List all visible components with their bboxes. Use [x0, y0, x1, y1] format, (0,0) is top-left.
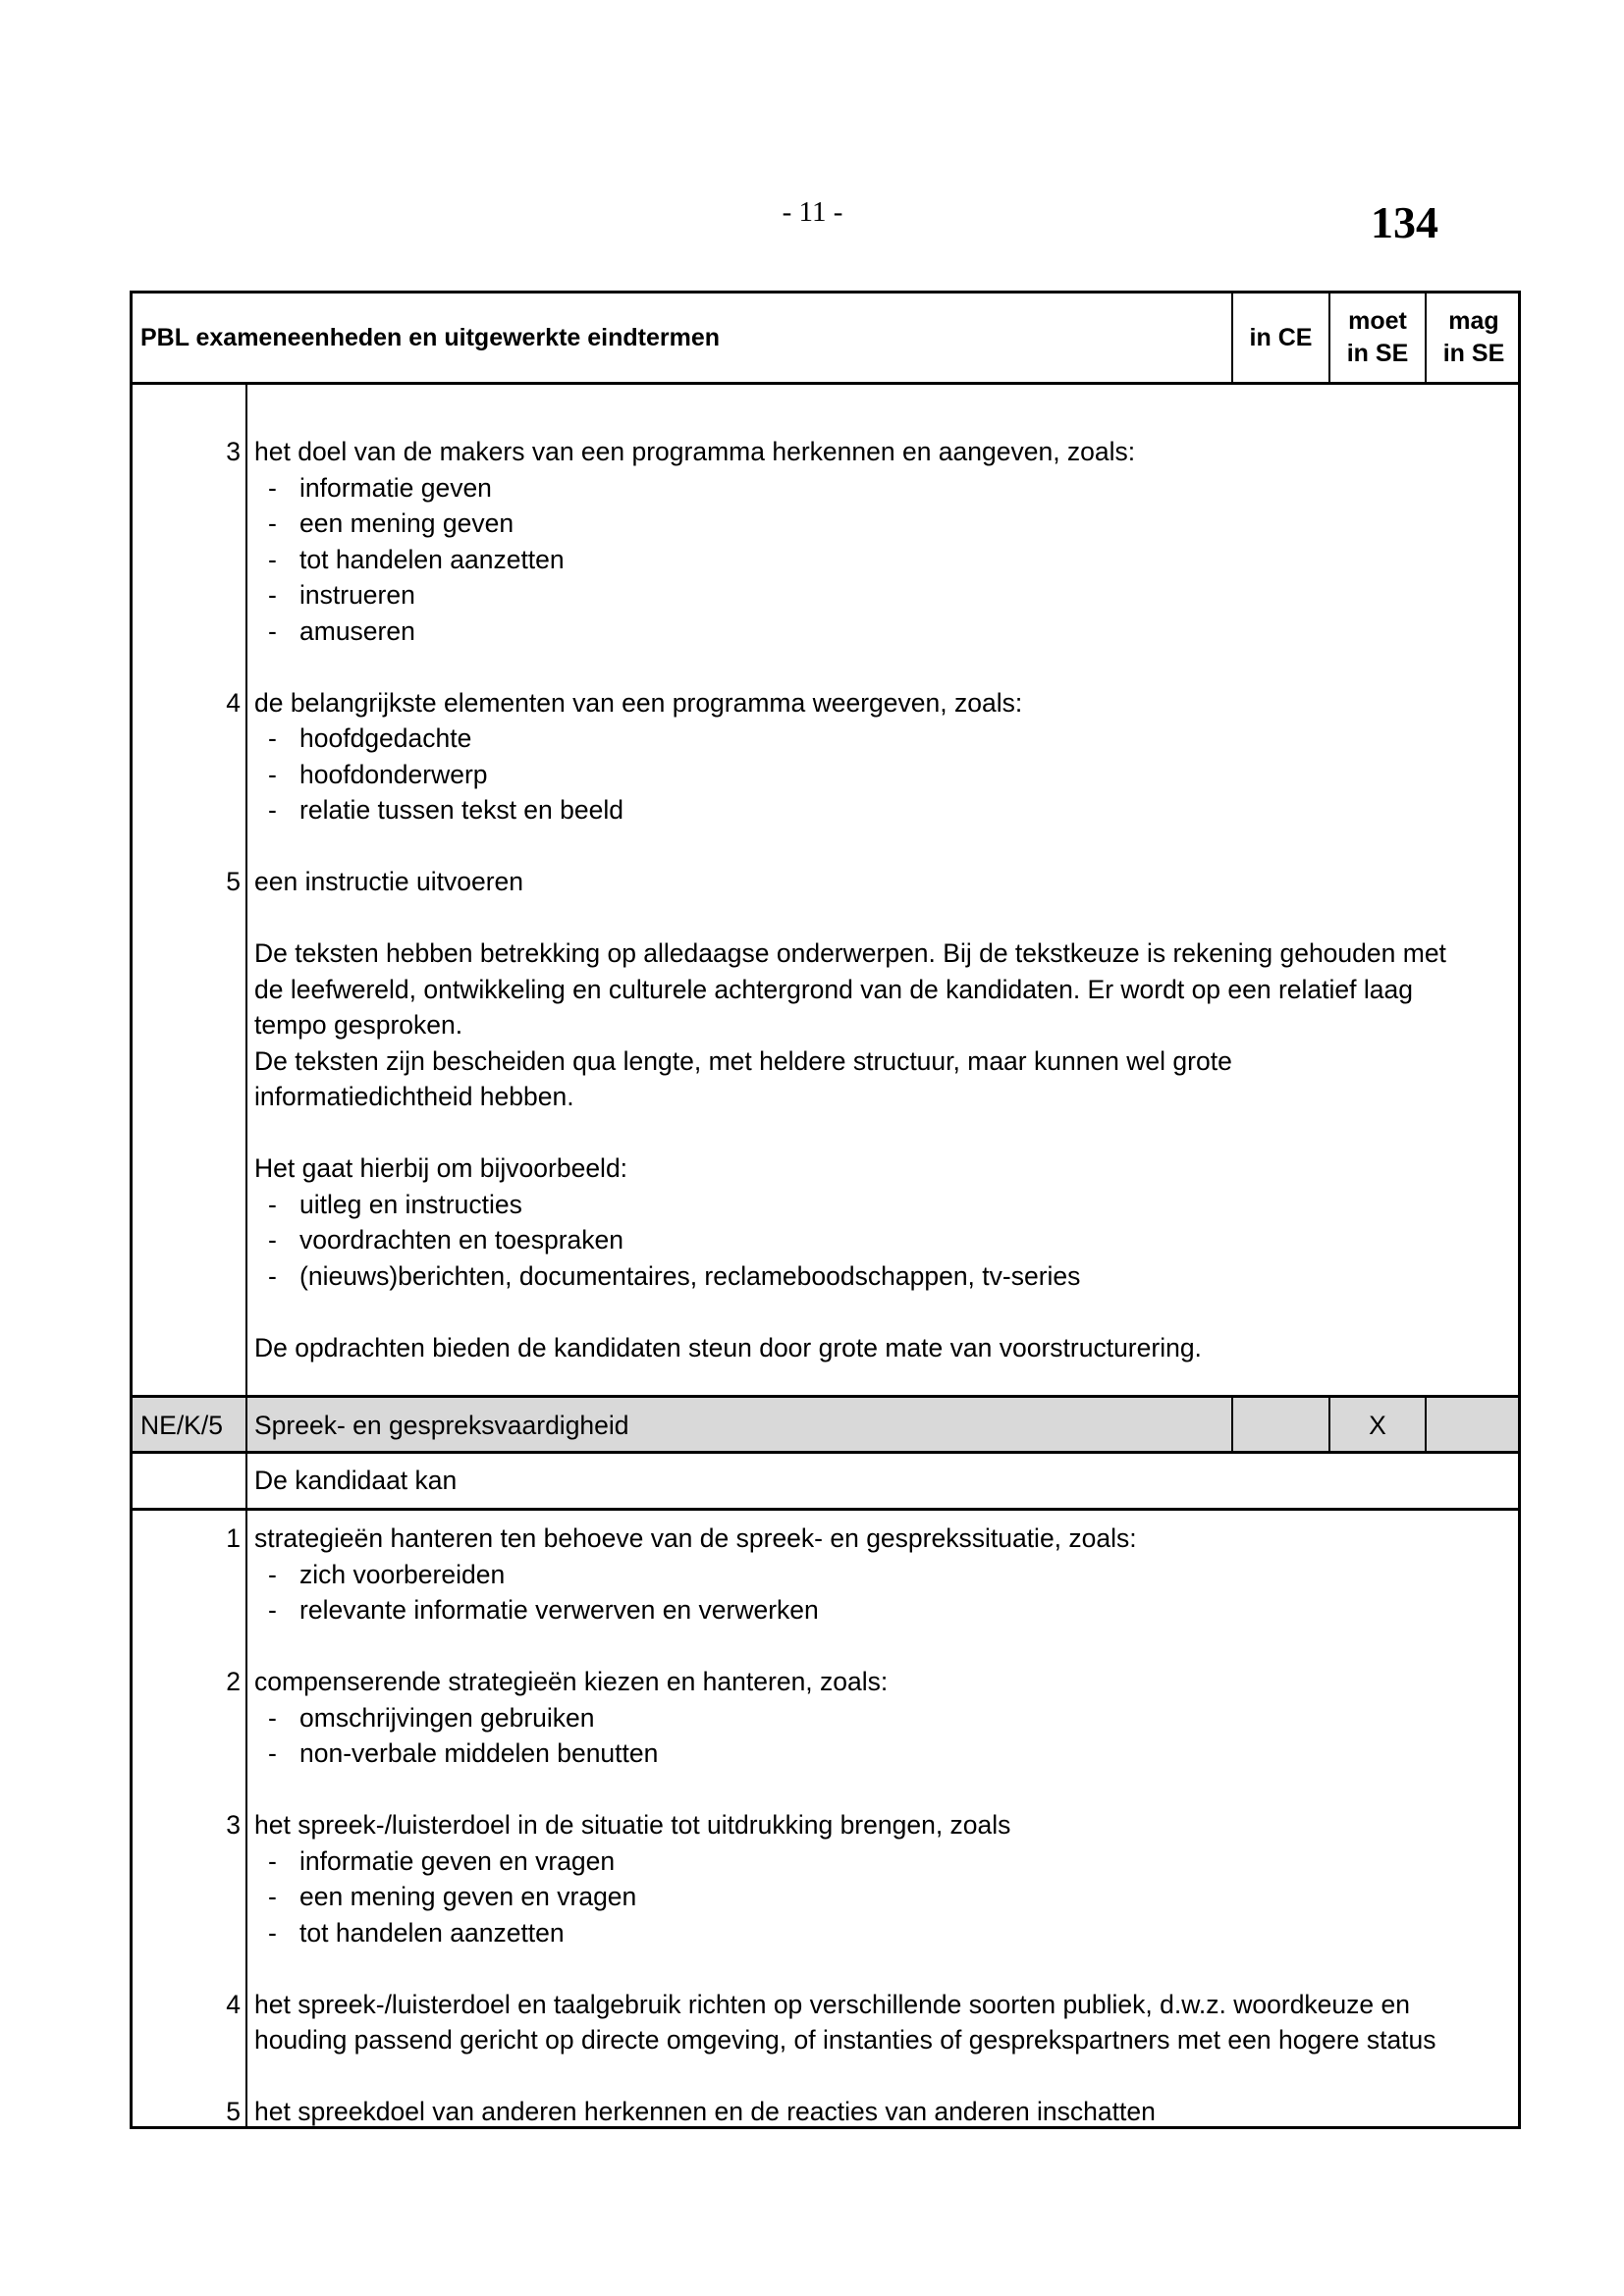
bullet: - instrueren	[268, 580, 415, 610]
bullet: - amuseren	[268, 615, 415, 646]
item-text: de belangrijkste elementen van een programma weergeven, zoals:	[254, 687, 1023, 718]
document-page-id: 134	[1371, 197, 1438, 247]
bullet: - non-verbale middelen benutten	[268, 1738, 659, 1768]
bullet: - tot handelen aanzetten	[268, 1917, 565, 1948]
bullet: - zich voorbereiden	[268, 1559, 506, 1589]
item-text: het spreek-/luisterdoel en taalgebruik richten op verschillende soorten publiek, d.w.z. woordkeuze en	[254, 1989, 1410, 2019]
bullet: - voordrachten en toespraken	[268, 1225, 623, 1255]
item-text: een instructie uitvoeren	[254, 867, 523, 896]
section-1	[133, 385, 1518, 1398]
paragraph-line: tempo gesproken.	[254, 1010, 463, 1040]
header-in-ce: in CE	[1249, 323, 1313, 351]
item-text: het spreek-/luisterdoel in de situatie tot uitdrukking brengen, zoals	[254, 1810, 1011, 1840]
header-mag-in-se: mag in SE	[1442, 307, 1505, 367]
unit-row	[133, 1395, 1518, 1454]
bullet: - uitleg en instructies	[268, 1189, 522, 1219]
bullet: - een mening geven en vragen	[268, 1882, 637, 1911]
intro-text: De kandidaat kan	[254, 1466, 458, 1495]
eindtermen-table	[130, 291, 1521, 2129]
bullet: - relevante informatie verwerven en verwerken	[268, 1595, 819, 1625]
item-number: 3 4 5	[226, 437, 241, 896]
bullet: - relatie tussen tekst en beeld	[268, 795, 623, 825]
examples-intro: Het gaat hierbij om bijvoorbeeld:	[254, 1153, 628, 1183]
bullet: - een mening geven	[268, 508, 514, 538]
bullet: - tot handelen aanzetten	[268, 544, 565, 574]
bullet: - hoofdonderwerp	[268, 759, 488, 789]
paragraph-line: de leefwereld, ontwikkeling en culturele achtergrond van de kandidaten. Er wordt op een relatief laag	[254, 974, 1413, 1004]
bullet: - hoofdgedachte	[268, 723, 472, 753]
page-number: - 11 -	[782, 196, 843, 228]
paragraph-line: informatiedichtheid hebben.	[254, 1082, 574, 1111]
bullet: - informatie geven	[268, 472, 492, 503]
item-text: houding passend gericht op directe omgeving, of instanties of gesprekspartners met een hogere status	[254, 2025, 1436, 2055]
paragraph-line: De teksten zijn bescheiden qua lengte, met heldere structuur, maar kunnen wel grote	[254, 1045, 1232, 1076]
bullet: - omschrijvingen gebruiken	[268, 1702, 595, 1733]
unit-code: NE/K/5	[140, 1411, 223, 1440]
item-text: strategieën hanteren ten behoeve van de spreek- en gesprekssituatie, zoals:	[254, 1523, 1137, 1553]
item-text: het doel van de makers van een programma herkennen en aangeven, zoals:	[254, 437, 1136, 466]
unit-moet-in-se-mark: X	[1369, 1411, 1386, 1440]
section-2-text	[254, 1521, 1498, 2130]
header-moet-in-se: moet in SE	[1346, 307, 1409, 367]
section-2	[133, 1511, 1518, 2126]
closing-text: De opdrachten bieden de kandidaten steun door grote mate van voorstructurering.	[254, 1332, 1202, 1362]
item-text: compenserende strategieën kiezen en hanteren, zoals:	[254, 1667, 889, 1696]
item-number: 1 2 3 4 5	[226, 1523, 241, 2126]
section-1-text	[254, 434, 1498, 1365]
unit-title: Spreek- en gespreksvaardigheid	[254, 1411, 629, 1440]
bullet: - informatie geven en vragen	[268, 1845, 616, 1876]
header-title: PBL exameneenheden en uitgewerkte eindtermen	[140, 323, 721, 351]
bullet: - (nieuws)berichten, documentaires, reclameboodschappen, tv-series	[268, 1260, 1081, 1291]
intro-row	[133, 1454, 1518, 1511]
paragraph-line: De teksten hebben betrekking op alledaagse onderwerpen. Bij de tekstkeuze is rekening gehouden met	[254, 938, 1446, 968]
item-text: het spreekdoel van anderen herkennen en de reacties van anderen inschatten	[254, 2097, 1156, 2126]
table-header	[133, 294, 1518, 385]
